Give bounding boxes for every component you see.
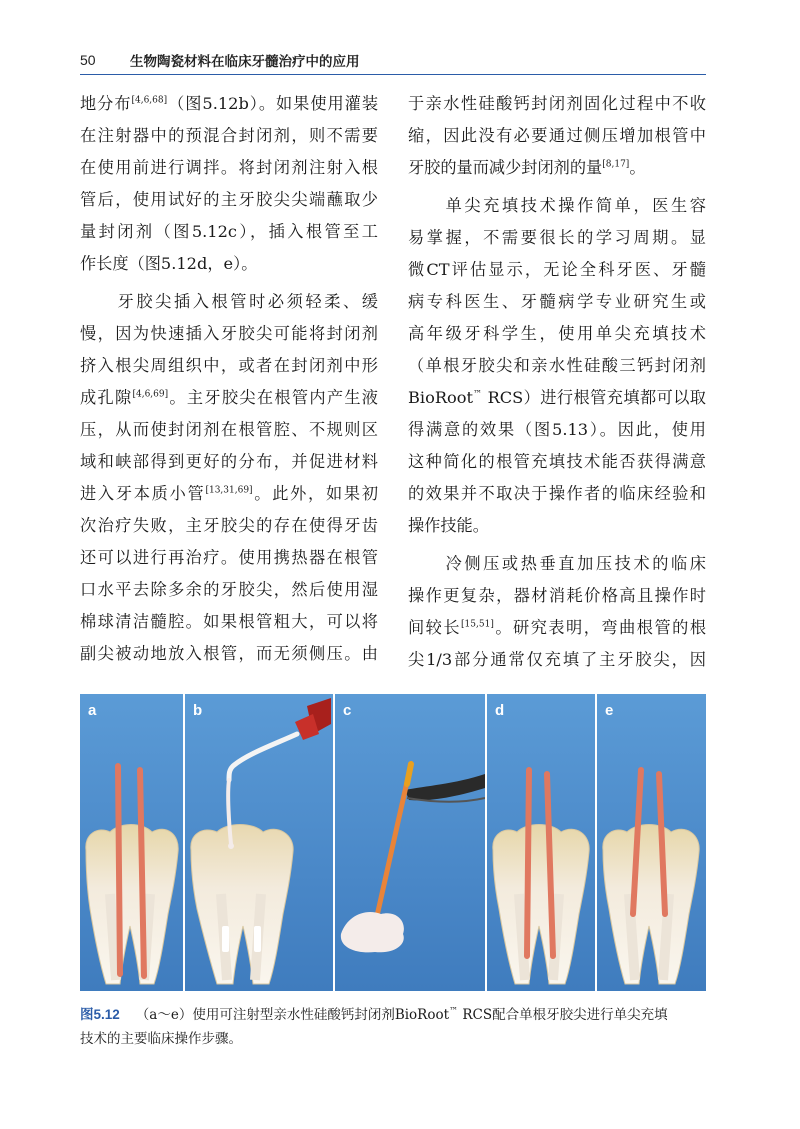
text-line: 次治疗失败，主牙胶尖的存在使得牙齿 (80, 516, 378, 535)
text-line: 棉球清洁髓腔。如果根管粗大，可以将 (80, 612, 378, 631)
citation-sup: ™ (473, 389, 483, 400)
tooth-illustration (597, 694, 706, 991)
syringe-tip (229, 734, 297, 780)
page-header (80, 50, 706, 76)
panel-label: a (88, 702, 97, 719)
citation-sup: [4,6,69] (132, 389, 169, 400)
syringe-illustration (185, 694, 333, 991)
tweezers (405, 774, 485, 800)
citation-sup: [8,17] (602, 159, 630, 170)
caption-text: RCS配合单根牙胶尖进行单尖充填 (458, 1007, 668, 1023)
caption-label: 图5.12 (80, 1007, 120, 1022)
tooth-illustration (487, 694, 595, 991)
figure-panel-b (185, 694, 333, 991)
text-line: 间较长[15,51]。研究表明，弯曲根管的根 (408, 618, 706, 637)
left-text-column (80, 88, 378, 670)
text-line: 在注射器中的预混合封闭剂，则不需要 (80, 126, 378, 145)
text-line: 压，从而使封闭剂在根管腔、不规则区 (80, 420, 378, 439)
figure-panel-e (597, 694, 706, 991)
gutta-percha-cone (527, 770, 529, 956)
tooth-illustration (80, 694, 183, 991)
text-line: BioRoot™ RCS）进行根管充填都可以取 (408, 388, 706, 407)
text-line: 副尖被动地放入根管，而无须侧压。由 (80, 644, 378, 663)
citation-sup: [13,31,69] (205, 485, 253, 496)
text-line: 微CT评估显示，无论全科牙医、牙髓 (408, 260, 706, 279)
text-line: （单根牙胶尖和亲水性硅酸三钙封闭剂 (408, 356, 706, 375)
cone-dip-illustration (335, 694, 485, 991)
panel-label: e (605, 702, 614, 719)
figure-panel-c (335, 694, 485, 991)
text-line: 在使用前进行调拌。将封闭剂注射入根 (80, 158, 378, 177)
text-line: 作长度（图5.12d，e）。 (80, 254, 258, 273)
right-text-column (408, 88, 706, 676)
text-line: 牙胶的量而减少封闭剂的量[8,17]。 (408, 158, 646, 177)
text-line: 的效果并不取决于操作者的临床经验和 (408, 484, 706, 503)
text-line: 缩，因此没有必要通过侧压增加根管中 (408, 126, 706, 145)
running-title: 生物陶瓷材料在临床牙髓治疗中的应用 (130, 54, 360, 70)
text-line: 病专科医生、牙髓病学专业研究生或 (408, 292, 706, 311)
trademark-sup: ™ (449, 1006, 459, 1017)
caption-text: （a～e）使用可注射型亲水性硅酸钙封闭剂BioRoot (135, 1007, 450, 1023)
gutta-percha-cone (118, 766, 120, 974)
gutta-percha-cone (140, 770, 144, 976)
panel-label: c (343, 702, 352, 719)
text-line: 操作更复杂，器材消耗价格高且操作时 (408, 586, 706, 605)
caption-line (80, 1003, 706, 1027)
text-line: 成孔隙[4,6,69]。主牙胶尖在根管内产生液 (80, 388, 378, 407)
text-line: 冷侧压或热垂直加压技术的临床 (408, 554, 706, 573)
text-line: 口水平去除多余的牙胶尖，然后使用湿 (80, 580, 378, 599)
panel-label: d (495, 702, 505, 719)
page-number: 50 (80, 52, 96, 68)
gutta-percha-cone (377, 764, 411, 916)
text-line: 单尖充填技术操作简单，医生容 (408, 196, 706, 215)
text-line: 还可以进行再治疗。使用携热器在根管 (80, 548, 378, 567)
sealer-blob (341, 912, 404, 952)
citation-sup: [15,51] (461, 619, 494, 630)
text-line: 挤入根尖周组织中，或者在封闭剂中形 (80, 356, 378, 375)
figure-panel-d (487, 694, 595, 991)
citation-sup: [4,6,68] (131, 95, 168, 106)
text-line: 操作技能。 (408, 516, 489, 535)
text-line: 进入牙本质小管[13,31,69]。此外，如果初 (80, 484, 378, 503)
text-line: 这种简化的根管充填技术能否获得满意 (408, 452, 706, 471)
text-line: 高年级牙科学生，使用单尖充填技术 (408, 324, 706, 343)
figure-caption (80, 1003, 706, 1051)
text-line: 量封闭剂（图5.12c），插入根管至工 (80, 222, 378, 241)
text-line: 管后，使用试好的主牙胶尖尖端蘸取少 (80, 190, 378, 209)
text-line: 尖1/3部分通常仅充填了主牙胶尖，因 (408, 650, 706, 669)
caption-line: 技术的主要临床操作步骤。 (80, 1031, 242, 1047)
figure-5-12 (80, 694, 706, 991)
text-line: 得满意的效果（图5.13）。因此，使用 (408, 420, 706, 439)
text-line: 易掌握，不需要很长的学习周期。显 (408, 228, 706, 247)
text-line: 慢，因为快速插入牙胶尖可能将封闭剂 (80, 324, 378, 343)
text-line: 牙胶尖插入根管时必须轻柔、缓 (80, 292, 378, 311)
figure-panel-a (80, 694, 183, 991)
text-line: 地分布[4,6,68]（图5.12b）。如果使用灌装 (80, 94, 378, 113)
text-line: 域和峡部得到更好的分布，并促进材料 (80, 452, 378, 471)
text-line: 于亲水性硅酸钙封闭剂固化过程中不收 (408, 94, 706, 113)
header-rule (80, 74, 706, 75)
panel-label: b (193, 702, 203, 719)
